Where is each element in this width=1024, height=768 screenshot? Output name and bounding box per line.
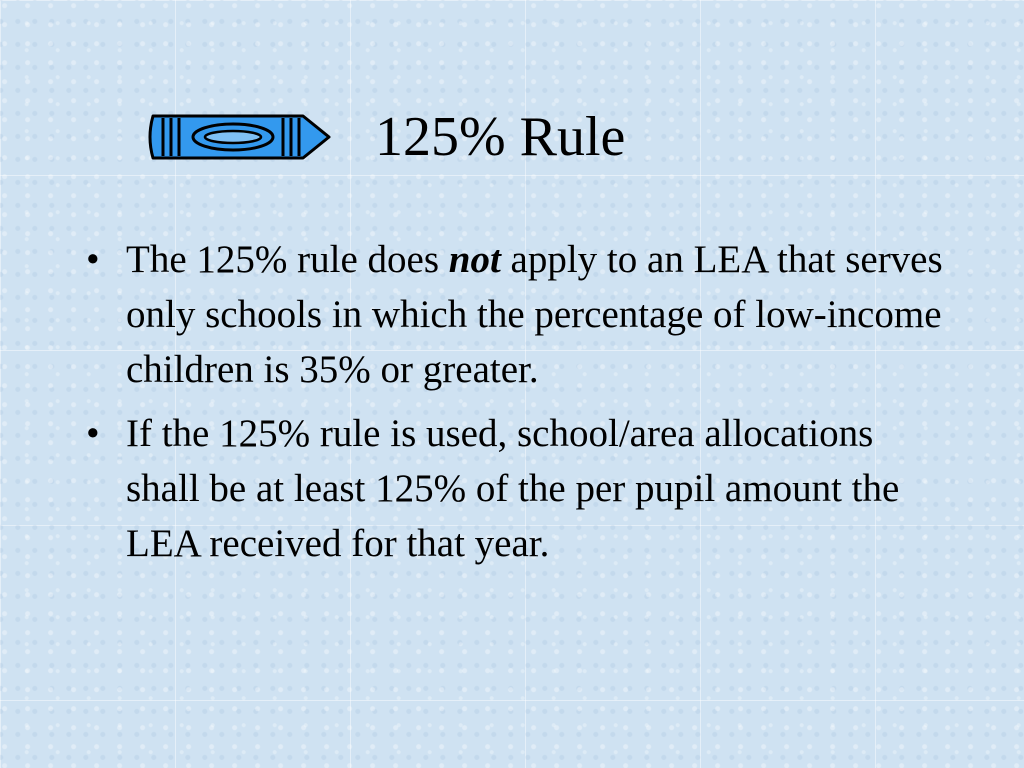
bullet-text-start: The 125% rule does <box>126 238 449 281</box>
slide-title: 125% Rule <box>375 106 626 168</box>
bullet-marker: • <box>86 238 100 281</box>
bullet-item <box>86 232 946 397</box>
bullet-text: If the 125% rule is used, school/area allocations shall be at least 125% of the per pupil amount the LEA received for that year. <box>126 412 900 565</box>
bullet-item <box>86 406 946 571</box>
crayon-icon <box>145 112 335 162</box>
bullet-marker: • <box>86 412 100 455</box>
bullet-list <box>86 232 946 580</box>
bullet-text-end: apply to an LEA that serves only schools in which the percentage of low-income children is 35% or greater. <box>126 238 943 391</box>
bullet-emphasis: not <box>448 238 501 281</box>
